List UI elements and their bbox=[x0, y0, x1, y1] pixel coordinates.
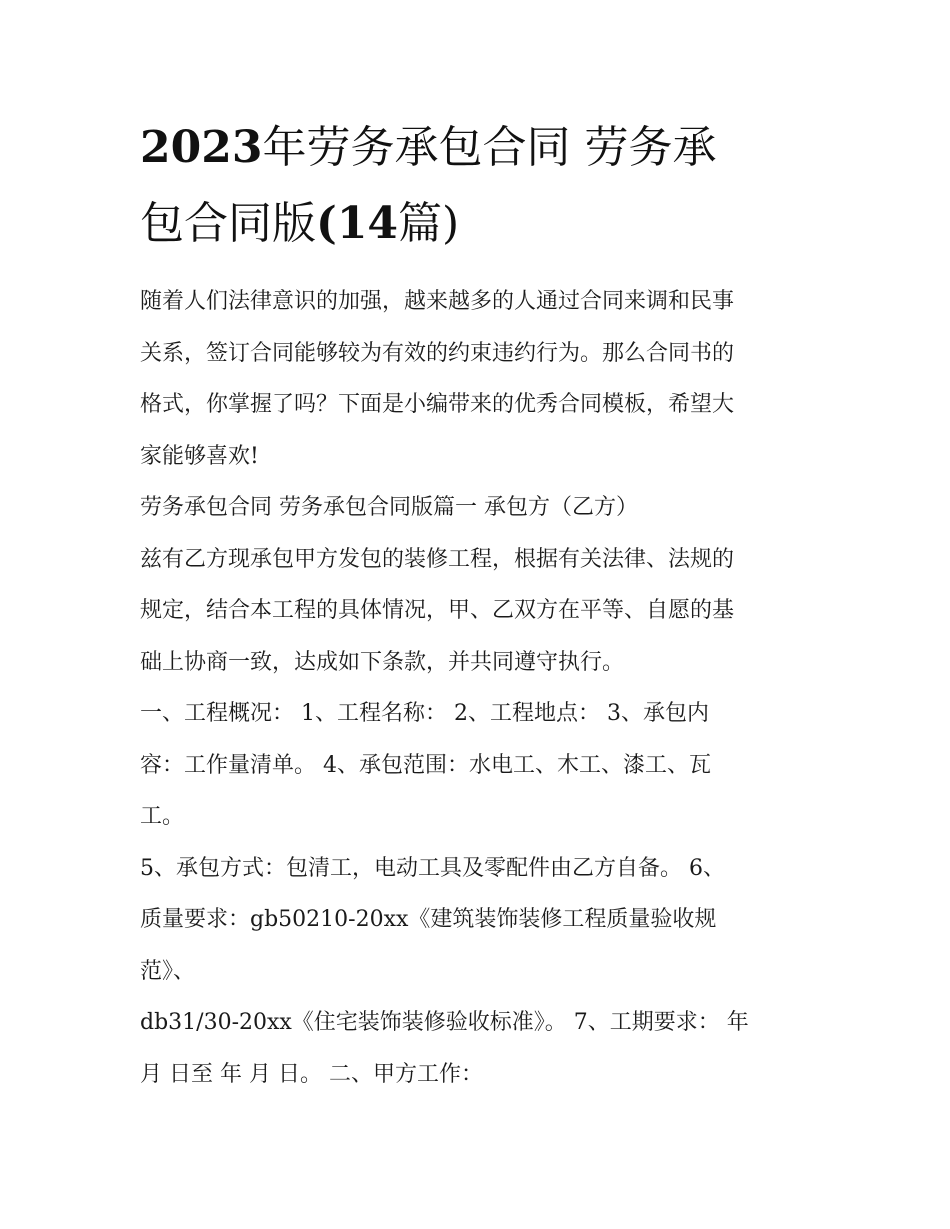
title-year: 2023 bbox=[140, 122, 263, 173]
body-paragraph: 兹有乙方现承包甲方发包的装修工程，根据有关法律、法规的 规定，结合本工程的具体情况，甲、乙双方在平等、自愿的基 础上协商一致，达成如下条款，并共同遵守执行。 bbox=[140, 546, 735, 675]
title-tail: 篇) bbox=[398, 198, 460, 249]
standard-schedule-paragraph: db31/30-20xx《住宅装饰装修验收标准》。 7、工期要求： 年 月 日至 年 月 日。 二、甲方工作： bbox=[140, 1010, 749, 1087]
title-count: (14 bbox=[316, 198, 399, 249]
document-body bbox=[140, 276, 820, 1100]
contract-method-paragraph: 5、承包方式：包清工，电动工具及零配件由乙方自备。 6、 质量要求：gb50210-20xx《建筑装饰装修工程质量验收规 范》、 bbox=[140, 855, 725, 984]
project-overview-paragraph: 一、工程概况： 1、工程名称： 2、工程地点： 3、承包内 容：工作量清单。 4、承包范围：水电工、木工、漆工、瓦 工。 bbox=[140, 701, 711, 829]
title-line2: 包合同版 bbox=[140, 198, 316, 249]
title-line1: 年劳务承包合同 劳务承 bbox=[262, 122, 717, 173]
intro-paragraph: 随着人们法律意识的加强，越来越多的人通过合同来调和民事 关系，签订合同能够较为有效的约束违约行为。那么合同书的 格式，你掌握了吗？下面是小编带来的优秀合同模板，希望大 家能够喜欢! bbox=[140, 289, 735, 469]
document-content bbox=[140, 110, 820, 1100]
section-heading: 劳务承包合同 劳务承包合同版篇一 承包方（乙方） bbox=[140, 495, 638, 520]
document-title bbox=[140, 110, 820, 262]
